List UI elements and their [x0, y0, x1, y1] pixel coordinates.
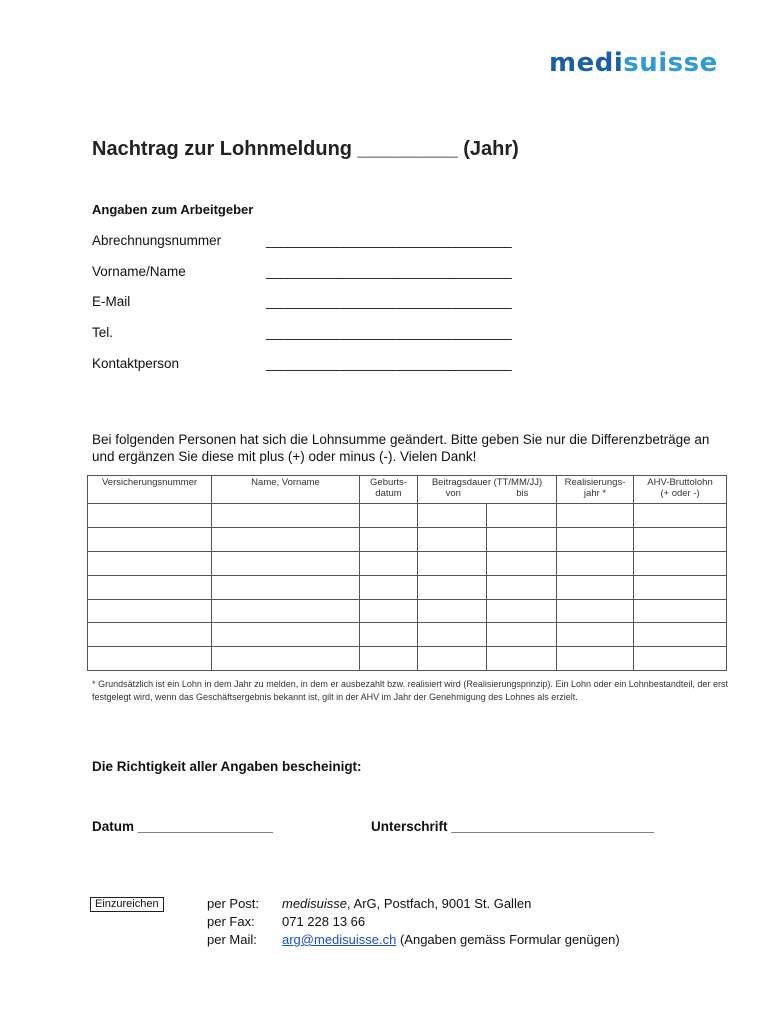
confirmation-heading: Die Richtigkeit aller Angaben bescheinigt:: [92, 759, 362, 774]
medisuisse-logo: [549, 48, 718, 78]
fax-label: per Fax:: [207, 914, 255, 929]
post-value: [282, 896, 531, 911]
field-line-abrechnungsnummer[interactable]: ___________________________________: [266, 233, 512, 248]
table-cell[interactable]: [88, 647, 212, 671]
table-cell[interactable]: [557, 647, 634, 671]
table-cell[interactable]: [487, 527, 557, 551]
table-header-row: [88, 476, 727, 504]
logo-part-2: suisse: [623, 48, 718, 78]
table-cell[interactable]: [418, 647, 487, 671]
field-label-email: E-Mail: [92, 294, 131, 309]
header-ahv-line1: AHV-Bruttolohn: [647, 477, 713, 488]
table-cell[interactable]: [634, 647, 727, 671]
submit-box-label: Einzureichen: [90, 897, 164, 912]
field-label-name: Vorname/Name: [92, 264, 186, 279]
field-label-tel: Tel.: [92, 325, 114, 340]
table-row: [88, 599, 727, 623]
header-von: von: [445, 488, 461, 499]
mail-label: per Mail:: [207, 932, 257, 947]
header-geburt-line1: Geburts-: [370, 477, 407, 488]
header-ahv-bruttolohn: [634, 476, 727, 504]
field-line-email[interactable]: ___________________________________: [266, 294, 512, 309]
header-bis: bis: [516, 488, 529, 499]
table-cell[interactable]: [557, 623, 634, 647]
table-cell[interactable]: [212, 647, 360, 671]
table-cell[interactable]: [360, 647, 418, 671]
table-cell[interactable]: [418, 551, 487, 575]
field-label-abrechnungsnummer: Abrechnungsnummer: [92, 233, 222, 248]
table-cell[interactable]: [212, 623, 360, 647]
table-cell[interactable]: [418, 527, 487, 551]
table-cell[interactable]: [634, 504, 727, 528]
logo-part-1: medi: [549, 48, 624, 78]
field-line-kontaktperson[interactable]: ___________________________________: [266, 356, 512, 371]
table-cell[interactable]: [487, 599, 557, 623]
table-cell[interactable]: [418, 504, 487, 528]
table-cell[interactable]: [487, 551, 557, 575]
signature-line[interactable]: Unterschrift ___________________________: [371, 819, 654, 834]
table-cell[interactable]: [634, 599, 727, 623]
header-beitragsdauer: [418, 476, 557, 504]
table-cell[interactable]: [360, 575, 418, 599]
employer-section-heading: Angaben zum Arbeitgeber: [92, 202, 254, 217]
field-label-kontaktperson: Kontaktperson: [92, 356, 180, 371]
post-name: medisuisse: [282, 896, 348, 911]
footnote: * Grundsätzlich ist ein Lohn in dem Jahr zu melden, in dem er ausbezahlt bzw. realisiert wird (Realisierungsprinzip). Ein Lohn oder ein Lohnbestandteil, der erst festgelegt wird, wenn das Geschäftsergebnis bekannt ist, gilt in der AHV im Jahr der Genehmigung des Lohnes als erzielt.: [92, 679, 728, 702]
intro-text: Bei folgenden Personen hat sich die Lohnsumme geändert. Bitte geben Sie nur die Differenzbeträge an und ergänzen Sie diese mit plus (+) oder minus (-). Vielen Dank!: [92, 432, 710, 464]
post-label: per Post:: [207, 896, 260, 911]
table-cell[interactable]: [360, 551, 418, 575]
header-versicherungsnummer-text: Versicherungsnummer: [101, 477, 198, 488]
table-cell[interactable]: [487, 575, 557, 599]
table-cell[interactable]: [360, 527, 418, 551]
header-ahv-line2: (+ oder -): [660, 488, 700, 499]
table-cell[interactable]: [88, 575, 212, 599]
table-row: [88, 575, 727, 599]
table-cell[interactable]: [360, 504, 418, 528]
table-cell[interactable]: [557, 575, 634, 599]
table-cell[interactable]: [634, 575, 727, 599]
table-cell[interactable]: [418, 575, 487, 599]
table-row: [88, 623, 727, 647]
header-name: [212, 476, 360, 504]
date-line[interactable]: Datum __________________: [92, 819, 273, 834]
table-cell[interactable]: [212, 551, 360, 575]
table-cell[interactable]: [88, 551, 212, 575]
table-row: [88, 647, 727, 671]
post-address: , ArG, Postfach, 9001 St. Gallen: [347, 896, 532, 911]
table-cell[interactable]: [634, 623, 727, 647]
header-real-line2: jahr *: [583, 488, 607, 499]
table-cell[interactable]: [88, 599, 212, 623]
table-cell[interactable]: [634, 551, 727, 575]
table-cell[interactable]: [557, 551, 634, 575]
table-cell[interactable]: [557, 504, 634, 528]
table-cell[interactable]: [88, 623, 212, 647]
header-real-line1: Realisierungs-: [564, 477, 626, 488]
table-row: [88, 551, 727, 575]
table-cell[interactable]: [212, 575, 360, 599]
table-cell[interactable]: [487, 647, 557, 671]
table-cell[interactable]: [212, 527, 360, 551]
mail-link[interactable]: arg@medisuisse.ch: [282, 932, 397, 947]
persons-table: [87, 475, 727, 671]
table-cell[interactable]: [360, 623, 418, 647]
mail-value: [282, 932, 620, 947]
header-geburt-line2: datum: [375, 488, 402, 499]
table-cell[interactable]: [360, 599, 418, 623]
header-versicherungsnummer: [88, 476, 212, 504]
header-beitrag-text: Beitragsdauer (TT/MM/JJ): [431, 477, 543, 488]
header-von-bis: [418, 488, 556, 499]
table-cell[interactable]: [418, 599, 487, 623]
table-subheader-row: [88, 504, 727, 528]
table-cell[interactable]: [634, 527, 727, 551]
header-geburtsdatum: [360, 476, 418, 504]
table-cell[interactable]: [88, 527, 212, 551]
table-cell[interactable]: [212, 599, 360, 623]
page-title: Nachtrag zur Lohnmeldung _________ (Jahr): [92, 138, 519, 160]
table-cell[interactable]: [557, 527, 634, 551]
field-line-name[interactable]: ___________________________________: [266, 264, 512, 279]
table-cell[interactable]: [557, 599, 634, 623]
table-cell[interactable]: [88, 504, 212, 528]
table-row: [88, 527, 727, 551]
header-name-text: Name, Vorname: [251, 477, 320, 488]
field-line-tel[interactable]: ___________________________________: [266, 325, 512, 340]
header-realisierungsjahr: [557, 476, 634, 504]
fax-value: 071 228 13 66: [282, 914, 366, 929]
table-cell[interactable]: [487, 623, 557, 647]
table-cell[interactable]: [487, 504, 557, 528]
table-cell[interactable]: [212, 504, 360, 528]
mail-note: (Angaben gemäss Formular genügen): [396, 932, 620, 947]
table-cell[interactable]: [418, 623, 487, 647]
